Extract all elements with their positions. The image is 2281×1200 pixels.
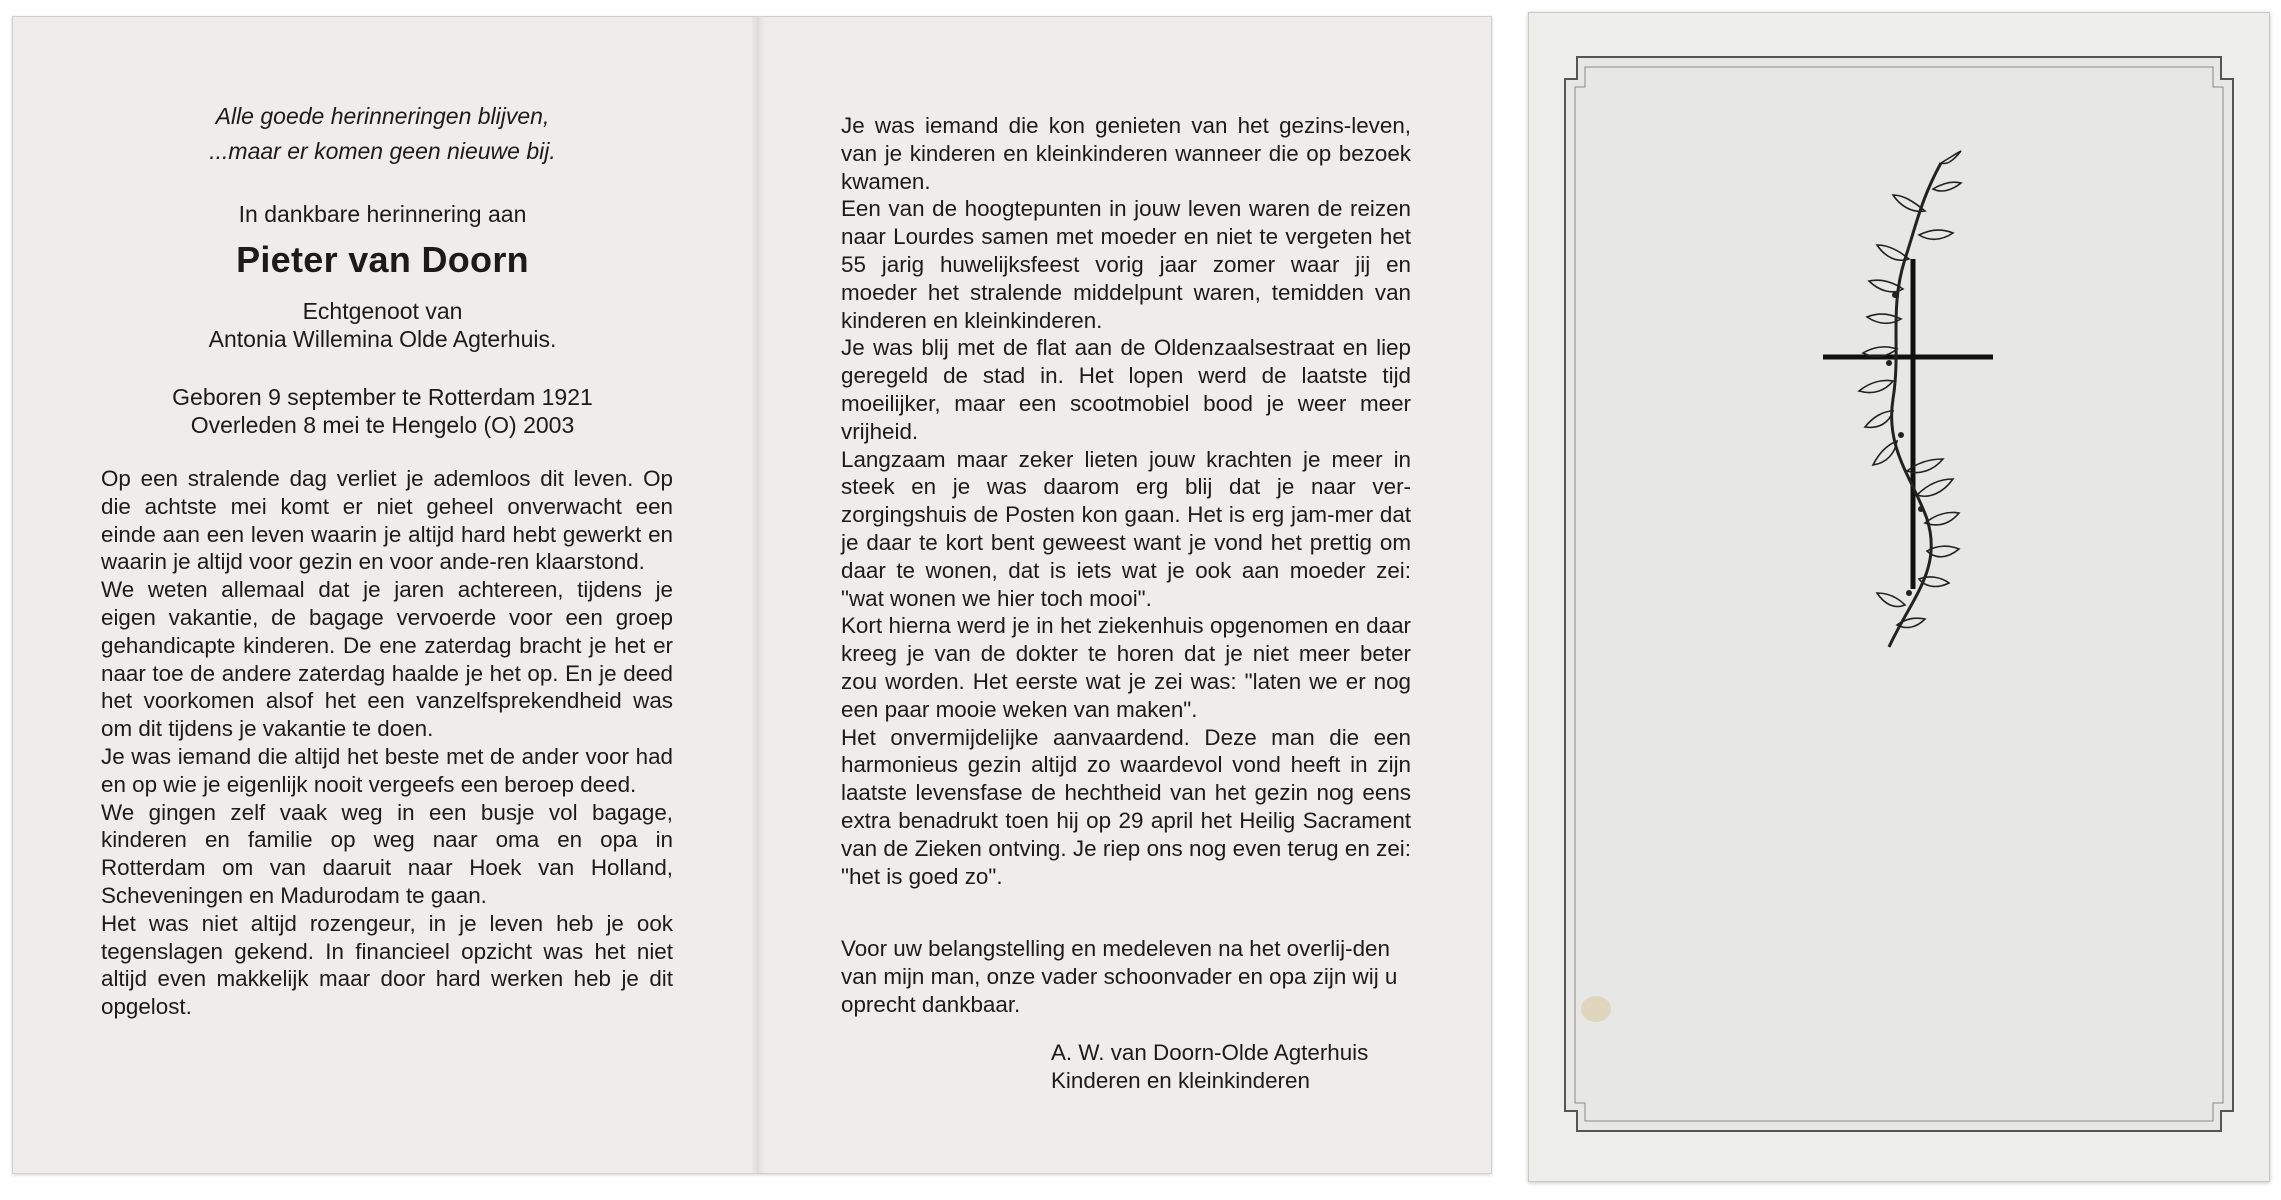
card-inner-spread (12, 16, 1492, 1174)
deceased-name: Pieter van Doorn (236, 239, 529, 280)
paragraph: Je was iemand die kon genieten van het gezins-leven, van je kinderen en kleinkinderen wanneer die op bezoek kwamen. (841, 113, 1411, 194)
signature-block (1051, 1039, 1368, 1095)
left-page (13, 17, 752, 1173)
paragraph: Kort hierna werd je in het ziekenhuis opgenomen en daar kreeg je van de dokter te horen dat je niet meer beter zou worden. Het eerste wat je zei was: "laten we er nog een paar mooie weken van maken". (841, 613, 1411, 722)
thanks-paragraph: Voor uw belangstelling en medeleven na het overlij-den van mijn man, onze vader schoonvader en opa zijn wij u oprecht dankbaar. (841, 936, 1398, 1017)
left-body-text (101, 465, 673, 1021)
signature-family: Kinderen en kleinkinderen (1051, 1068, 1310, 1093)
right-page (766, 17, 1491, 1173)
paper-stain (1581, 996, 1611, 1022)
paragraph: We weten allemaal dat je jaren achtereen, tijdens je eigen vakantie, de bagage vervoerde voor een groep gehandicapte kinderen. De ene zaterdag bracht je het er naar toe de andere zaterdag haalde je het op. En je deed het voorkomen alsof het een vanzelfsprekendheid was om dit tijdens je vakantie te doen. (101, 577, 673, 742)
cross-with-olive-branch-icon (1793, 149, 1993, 709)
paragraph: Langzaam maar zeker lieten jouw krachten je meer in steek en je was daarom erg blij dat je naar ver-zorgingshuis de Posten kon gaan. Het is erg jam-mer dat je daar te kort bent geweest want je vond het prettig om daar te wonen, dat is iets wat je ook aan moeder zei: "wat wonen we hier toch mooi". (841, 446, 1411, 611)
spouse-label: Echtgenoot van (302, 298, 463, 324)
paragraph: Een van de hoogtepunten in jouw leven waren de reizen naar Lourdes samen met moeder en niet te vergeten het 55 jarig huwelijksfeest vorig jaar zomer waar jij en moeder het stralende middelpunt waren, temidden van kinderen en kleinkinderen. (841, 196, 1411, 333)
paragraph: Het was niet altijd rozengeur, in je leven heb je ook tegenslagen gekend. In financieel opzicht was het niet altijd even makkelijk maar door hard werken heb je dit opgelost. (101, 910, 673, 1020)
spouse-name: Antonia Willemina Olde Agterhuis. (208, 326, 557, 352)
center-fold (752, 17, 766, 1173)
paragraph: Het onvermijdelijke aanvaardend. Deze man die een harmonieus gezin altijd zo waardevol vond heeft in zijn laatste levensfase de hechtheid van het gezin nog eens extra benadrukt toen hij op 29 april het Heilig Sacrament van de Zieken ontving. Je riep ons nog even terug en zei: "het is goed zo". (841, 724, 1411, 889)
life-dates (13, 383, 752, 439)
right-body-text (841, 112, 1411, 890)
olive-leaves (1859, 151, 1961, 627)
paragraph: Je was iemand die altijd het beste met de ander voor had en op wie je eigenlijk nooit vergeefs een beroep deed. (101, 743, 673, 797)
signature-name: A. W. van Doorn-Olde Agterhuis (1051, 1040, 1369, 1065)
birth-date: Geboren 9 september te Rotterdam 1921 (172, 384, 593, 410)
paragraph: We gingen zelf vaak weg in een busje vol bagage, kinderen en familie op weg naar oma en opa in Rotterdam om van daaruit naar Hoek van Holland, Scheveningen en Madurodam te gaan. (101, 799, 673, 908)
spouse-line (13, 297, 752, 353)
quote-line: ...maar er komen geen nieuwe bij. (209, 138, 556, 164)
memorial-intro: In dankbare herinnering aan (238, 201, 527, 227)
paragraph: Je was blij met de flat aan de Oldenzaalsestraat en liep geregeld de stad in. Het lopen werd de laatste tijd moeilijker, maar een scootmobiel bood je weer meer vrijheid. (841, 335, 1411, 444)
card-front-cover (1528, 12, 2270, 1182)
quote-line: Alle goede herinneringen blijven, (215, 103, 550, 129)
opening-quote (13, 99, 752, 169)
death-date: Overleden 8 mei te Hengelo (O) 2003 (190, 412, 575, 438)
paragraph: Op een stralende dag verliet je ademloos dit leven. Op die achtste mei komt er niet geheel onverwacht een einde aan een leven waarin je altijd hard hebt gewerkt en waarin je altijd voor gezin en voor ande-ren klaarstond. (101, 466, 673, 575)
